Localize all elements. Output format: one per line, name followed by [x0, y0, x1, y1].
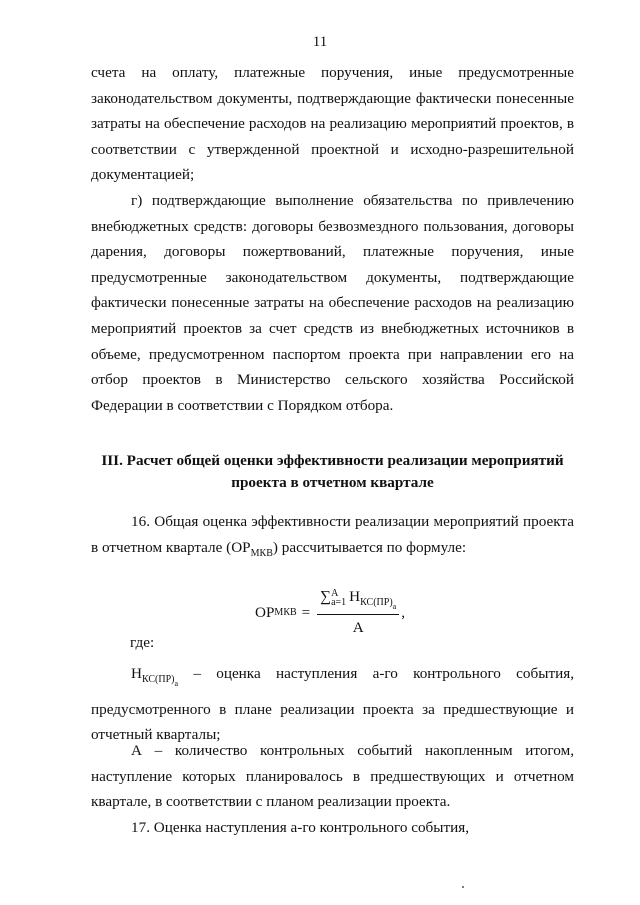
formula-lhs-subscript: МКВ — [274, 607, 297, 618]
symbol-or-subscript: МКВ — [250, 547, 273, 559]
paragraph-item-g: г) подтверждающие выполнение обязательства по привлечению внебюджетных средств: договоры безвозмездного пользования, договоры дарения, договоры пожертвований, платежные поручения, иные предусмотренные законодательством документы, подтверждающие фактически понесенные затраты на обеспечение расходов на реализацию мероприятий проектов за счет средств из внебюджетных источников в объеме, предусмотренном паспортом проекта при направлении его на отбор проектов в Министерство сельского хозяйства Российской Федерации в соответствии с Порядком отбора. — [91, 192, 574, 414]
formula-term: Н — [349, 588, 361, 605]
formula-term-subscript-text: КС(ПР) — [360, 597, 393, 608]
definition-nks-symbol: Н — [131, 665, 142, 682]
section-heading-line-1: III. Расчет общей оценки эффективности реализации мероприятий — [101, 452, 564, 469]
formula-term-subscript — [360, 597, 397, 611]
definition-a: А – количество контрольных событий накопленным итогом, наступление которых планировалось в предшествующих и отчетном квартале, в соответствии с планом реализации проекта. — [91, 742, 574, 811]
paragraph-item-16 — [91, 509, 574, 566]
definition-nks-subscript-text: КС(ПР) — [141, 674, 175, 685]
symbol-or: ОР — [231, 538, 251, 556]
formula-lhs: ОР — [255, 603, 275, 621]
definition-nks-subscript-index: а — [174, 679, 179, 688]
section-heading-line-2: проекта в отчетном квартале — [231, 474, 434, 491]
formula-term-subscript-index: a — [392, 602, 397, 611]
paragraph-item-16-end: ) рассчитывается по формуле: — [272, 538, 467, 556]
scan-speck — [462, 886, 464, 888]
formula-denominator: A — [352, 619, 364, 636]
formula-sum-lower: a=1 — [331, 596, 347, 608]
paragraph-item-17: 17. Оценка наступления а-го контрольного события, — [131, 819, 470, 836]
definition-nks-subscript — [141, 674, 179, 688]
formula-or-mkv — [255, 588, 405, 637]
formula-equals: = — [301, 603, 311, 621]
paragraph-item-16-text: 16. Общая оценка эффективности реализации мероприятий проекта в отчетном квартале ( — [91, 513, 574, 556]
formula-numerator — [317, 588, 399, 615]
definition-nks — [91, 661, 574, 748]
formula-fraction — [317, 588, 399, 637]
paragraph-invoices: счета на оплату, платежные поручения, иные предусмотренные законодательством документы, подтверждающие фактически понесенные затраты на обеспечение расходов на реализацию мероприятий проектов, в соответствии с утвержденной проектной и исходно-разрешительной документацией; — [91, 64, 574, 184]
formula-sum-sign: ∑ — [320, 588, 332, 605]
formula-sum-upper: A — [331, 587, 339, 599]
formula-trailing-comma: , — [401, 603, 406, 621]
where-label: где: — [130, 634, 155, 651]
page-number: 11 — [312, 34, 328, 50]
definition-nks-text: – оценка наступления а-го контрольного события, предусмотренного в плане реализации проекта за предшествующие и отчетный кварталы; — [91, 665, 574, 744]
section-heading — [91, 450, 574, 494]
